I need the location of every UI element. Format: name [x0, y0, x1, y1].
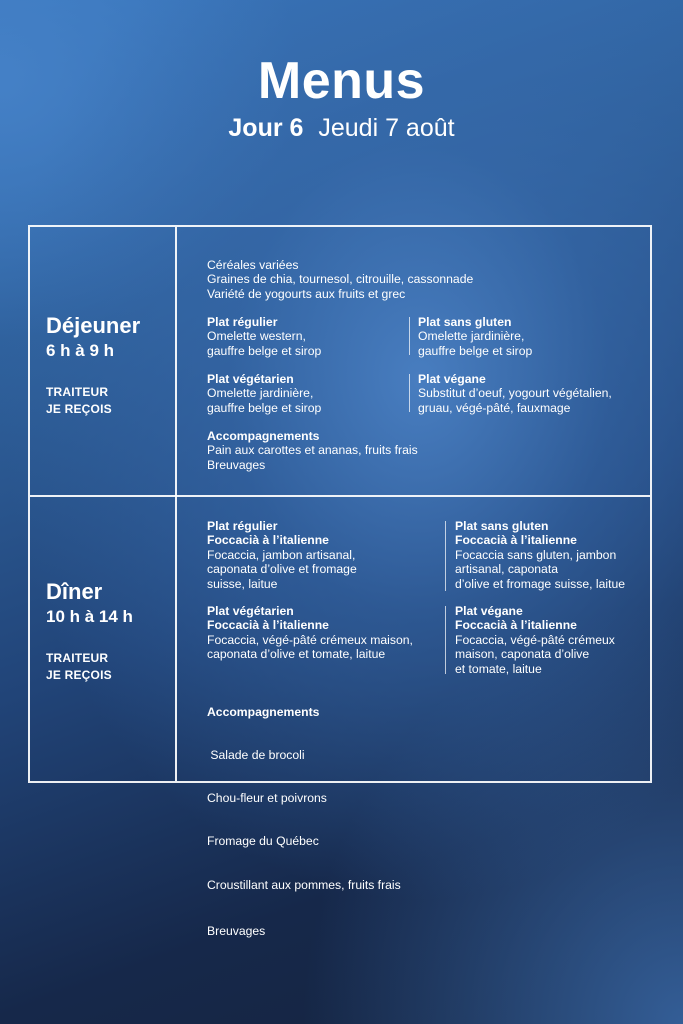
- dish-category: Plat sans gluten: [455, 519, 549, 533]
- menu-line: et tomate, laitue: [455, 661, 542, 676]
- breakfast-time: 6 h à 9 h: [46, 341, 115, 360]
- page-subtitle: [0, 112, 683, 144]
- row-divider: [30, 495, 650, 497]
- lunch-sides: [207, 676, 401, 967]
- menu-line: maison, caponata d’olive: [455, 647, 590, 662]
- lunch-label: [46, 579, 133, 684]
- dish-category: Accompagnements: [207, 429, 320, 443]
- breakfast-vegetarian: [207, 372, 321, 415]
- menu-line: Omelette jardinière,: [418, 329, 525, 344]
- breakfast-divider-top: [409, 317, 410, 355]
- dish-category: Plat végétarien: [207, 604, 294, 618]
- dish-category: Plat régulier: [207, 315, 278, 329]
- menu-line: Fromage du Québec: [207, 834, 319, 849]
- menu-line: gauffre belge et sirop: [207, 400, 322, 415]
- menu-line: gruau, végé-pâté, fauxmage: [418, 400, 571, 415]
- column-divider: [175, 227, 177, 781]
- breakfast-name: Déjeuner: [46, 313, 141, 338]
- dish-category: Plat végétarien: [207, 372, 294, 386]
- menu-line: Substitut d’oeuf, yogourt végétalien,: [418, 386, 612, 401]
- dish-name: Foccacià à l’italienne: [455, 533, 577, 548]
- menu-line: gauffre belge et sirop: [418, 343, 533, 358]
- lunch-name: Dîner: [46, 579, 103, 604]
- menu-line: Focaccia sans gluten, jambon: [455, 547, 617, 562]
- header: [0, 52, 683, 144]
- dish-name: Foccacià à l’italienne: [455, 618, 577, 633]
- menu-line: Breuvages: [207, 457, 266, 472]
- menu-line: Pain aux carottes et ananas, fruits frais: [207, 443, 418, 458]
- menu-line: d’olive et fromage suisse, laitue: [455, 576, 626, 591]
- breakfast-regular: [207, 315, 321, 358]
- page-title: Menus: [257, 52, 426, 110]
- menu-line: Breuvages: [207, 923, 266, 938]
- dish-category: Accompagnements: [207, 704, 320, 719]
- day-label: Jour 6: [228, 114, 304, 142]
- lunch-caterer: [46, 650, 133, 684]
- menu-line: Croustillant aux pommes, fruits frais: [207, 877, 401, 892]
- breakfast-caterer: [46, 384, 140, 418]
- menu-line: gauffre belge et sirop: [207, 343, 322, 358]
- breakfast-sides: [207, 429, 418, 472]
- breakfast-intro: [207, 258, 473, 301]
- breakfast-divider-bottom: [409, 374, 410, 412]
- date-label: Jeudi 7 août: [318, 114, 455, 142]
- dish-name: Foccacià à l’italienne: [207, 533, 329, 548]
- lunch-regular: [207, 519, 357, 591]
- menu-line: Chou-fleur et poivrons: [207, 791, 327, 806]
- dish-category: Plat végane: [418, 372, 486, 386]
- menu-line: Variété de yogourts aux fruits et grec: [207, 286, 406, 301]
- menu-line: Céréales variées: [207, 258, 299, 272]
- breakfast-vegan: [418, 372, 612, 415]
- menu-line: Focaccia, végé-pâté crémeux maison,: [207, 632, 413, 647]
- breakfast-gluten-free: [418, 315, 532, 358]
- dish-name: Foccacià à l’italienne: [207, 618, 329, 633]
- dish-category: Plat végane: [455, 604, 523, 618]
- menu-line: suisse, laitue: [207, 576, 278, 591]
- lunch-divider-bottom: [445, 606, 446, 674]
- caterer-line: JE REÇOIS: [46, 402, 112, 416]
- menu-line: Focaccia, végé-pâté crémeux: [455, 632, 615, 647]
- caterer-line: TRAITEUR: [46, 385, 109, 399]
- menu-line: caponata d’olive et tomate, laitue: [207, 647, 386, 662]
- menu-line: caponata d’olive et fromage: [207, 562, 357, 577]
- caterer-line: TRAITEUR: [46, 651, 109, 665]
- breakfast-label: [46, 313, 140, 418]
- lunch-time: 10 h à 14 h: [46, 607, 133, 626]
- menu-line: Salade de brocoli: [207, 748, 305, 763]
- menu-line: Graines de chia, tournesol, citrouille, cassonnade: [207, 272, 474, 287]
- lunch-vegan: [455, 604, 615, 676]
- menu-line: Omelette western,: [207, 329, 306, 344]
- menu-line: Omelette jardinière,: [207, 386, 314, 401]
- lunch-divider-top: [445, 521, 446, 591]
- menu-line: artisanal, caponata: [455, 562, 558, 577]
- lunch-vegetarian: [207, 604, 413, 662]
- menu-line: Focaccia, jambon artisanal,: [207, 547, 356, 562]
- caterer-line: JE REÇOIS: [46, 668, 112, 682]
- lunch-gluten-free: [455, 519, 625, 591]
- dish-category: Plat régulier: [207, 519, 278, 533]
- dish-category: Plat sans gluten: [418, 315, 512, 329]
- menu-table: [28, 225, 652, 938]
